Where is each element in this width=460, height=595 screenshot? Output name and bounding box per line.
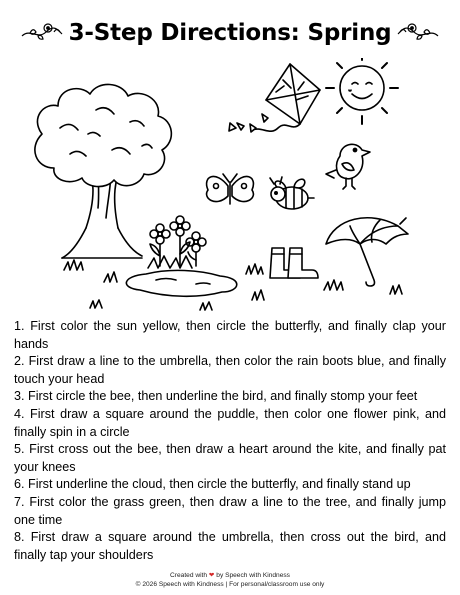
footer-copyright: © 2026 Speech with Kindness | For personal/classroom use only — [135, 581, 325, 588]
footer — [0, 571, 460, 589]
flower-vine-decoration-icon — [396, 20, 440, 42]
direction-item: 3. First circle the bee, then underline the bird, and finally stomp your feet — [14, 389, 418, 404]
flower-vine-decoration-icon — [20, 20, 64, 42]
umbrella-icon — [326, 218, 408, 286]
direction-item: 4. First draw a square around the puddle, then color one flower pink, and finally spin in a circle — [14, 406, 446, 439]
direction-item: 8. First draw a square around the umbrella, then cross out the bird, and finally tap your shoulders — [14, 530, 446, 562]
butterfly-icon — [207, 174, 254, 204]
direction-item: 2. First draw a line to the umbrella, then color the rain boots blue, and finally touch your head — [14, 354, 446, 386]
directions-list — [14, 318, 446, 564]
flowers-icon — [148, 216, 206, 268]
footer-credit-suffix: by Speech with Kindness — [216, 572, 290, 579]
puddle-icon — [126, 270, 236, 296]
direction-item: 7. First color the grass green, then draw a line to the tree, and finally jump one time — [14, 494, 446, 527]
footer-credit — [0, 571, 460, 580]
sun-icon — [326, 58, 398, 124]
kite-icon — [229, 64, 320, 132]
spring-scene-illustration — [0, 58, 460, 320]
heart-icon: ❤ — [208, 572, 215, 579]
footer-credit-prefix: Created with — [170, 572, 208, 579]
bird-icon — [326, 144, 370, 189]
bee-icon — [270, 177, 314, 209]
header — [0, 14, 460, 58]
direction-item: 1. First color the sun yellow, then circle the butterfly, and finally clap your hands — [14, 319, 446, 351]
rain-boots-icon — [270, 248, 318, 278]
direction-item: 6. First underline the cloud, then circle the butterfly, and finally stand up — [14, 477, 411, 492]
direction-item: 5. First cross out the bee, then draw a heart around the kite, and finally pat your knees — [14, 442, 446, 474]
page-title: 3-Step Directions: Spring — [68, 20, 392, 46]
